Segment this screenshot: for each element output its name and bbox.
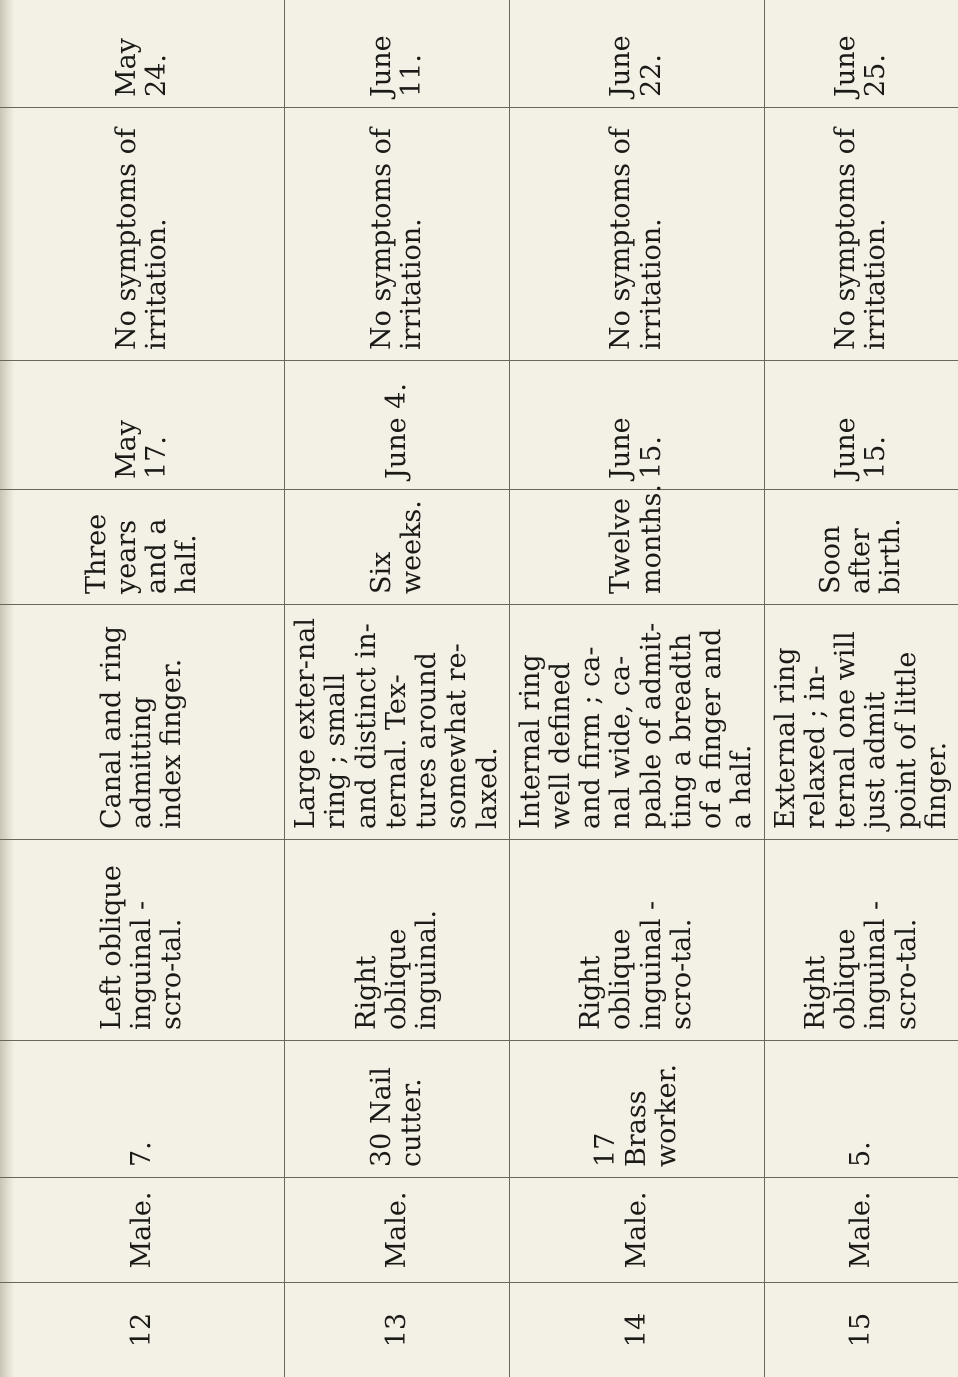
hernia-kind-cell: Right oblique inguinal - scro-tal. xyxy=(764,840,958,1041)
symptoms-cell: No symptoms of irritation. xyxy=(764,108,958,361)
discharge-date-cell: June 11. xyxy=(285,0,510,108)
condition-cell: Canal and ring admitting index finger. xyxy=(0,605,285,840)
age-occupation-cell: 7. xyxy=(0,1041,285,1178)
case-number: 14 xyxy=(509,1283,764,1377)
table-row xyxy=(285,0,510,1377)
age-occupation-cell: 17 Brass worker. xyxy=(509,1041,764,1178)
age-occupation-cell: 30 Nail cutter. xyxy=(285,1041,510,1178)
condition-cell: Large exter-nal ring ; small and distinct in-ternal. Tex-tures around somewhat re-laxed. xyxy=(285,605,510,840)
duration-cell: Twelve months. xyxy=(509,490,764,605)
symptoms-cell: No symptoms of irritation. xyxy=(0,108,285,361)
duration-cell: Six weeks. xyxy=(285,490,510,605)
duration-cell: Three years and a half. xyxy=(0,490,285,605)
condition-cell: External ring relaxed ; in-ternal one will just admit point of little finger. xyxy=(764,605,958,840)
sex-cell: Male. xyxy=(764,1178,958,1283)
case-number: 15 xyxy=(845,1312,877,1348)
operation-date-cell: June 15. xyxy=(509,361,764,490)
table-row xyxy=(0,0,285,1377)
duration-cell: Soon after birth. xyxy=(764,490,958,605)
symptoms-cell: No symptoms of irritation. xyxy=(509,108,764,361)
operation-date-cell: June 4. xyxy=(285,361,510,490)
condition-cell: Internal ring well defined and firm ; ca-nal wide, ca-pable of admit-ting a breadth of a finger and a half. xyxy=(509,605,764,840)
hernia-kind-cell: Right oblique inguinal. xyxy=(285,840,510,1041)
hernia-kind-cell: Left oblique inguinal - scro-tal. xyxy=(0,840,285,1041)
hernia-kind-cell: Right oblique inguinal - scro-tal. xyxy=(509,840,764,1041)
discharge-date-cell: June 22. xyxy=(509,0,764,108)
age-occupation-cell: 5. xyxy=(764,1041,958,1178)
sex-cell: Male. xyxy=(509,1178,764,1283)
table-row xyxy=(509,0,764,1377)
case-number: 13 xyxy=(285,1283,510,1377)
operation-date-cell: June 15. xyxy=(764,361,958,490)
discharge-date-cell: June 25. xyxy=(764,0,958,108)
sex-cell: Male. xyxy=(0,1178,285,1283)
operation-date-cell: May 17. xyxy=(0,361,285,490)
table-row xyxy=(764,0,958,1377)
discharge-date-cell: May 24. xyxy=(0,0,285,108)
sex-cell: Male. xyxy=(285,1178,510,1283)
case-number: 12 xyxy=(0,1283,285,1377)
symptoms-cell: No symptoms of irritation. xyxy=(285,108,510,361)
